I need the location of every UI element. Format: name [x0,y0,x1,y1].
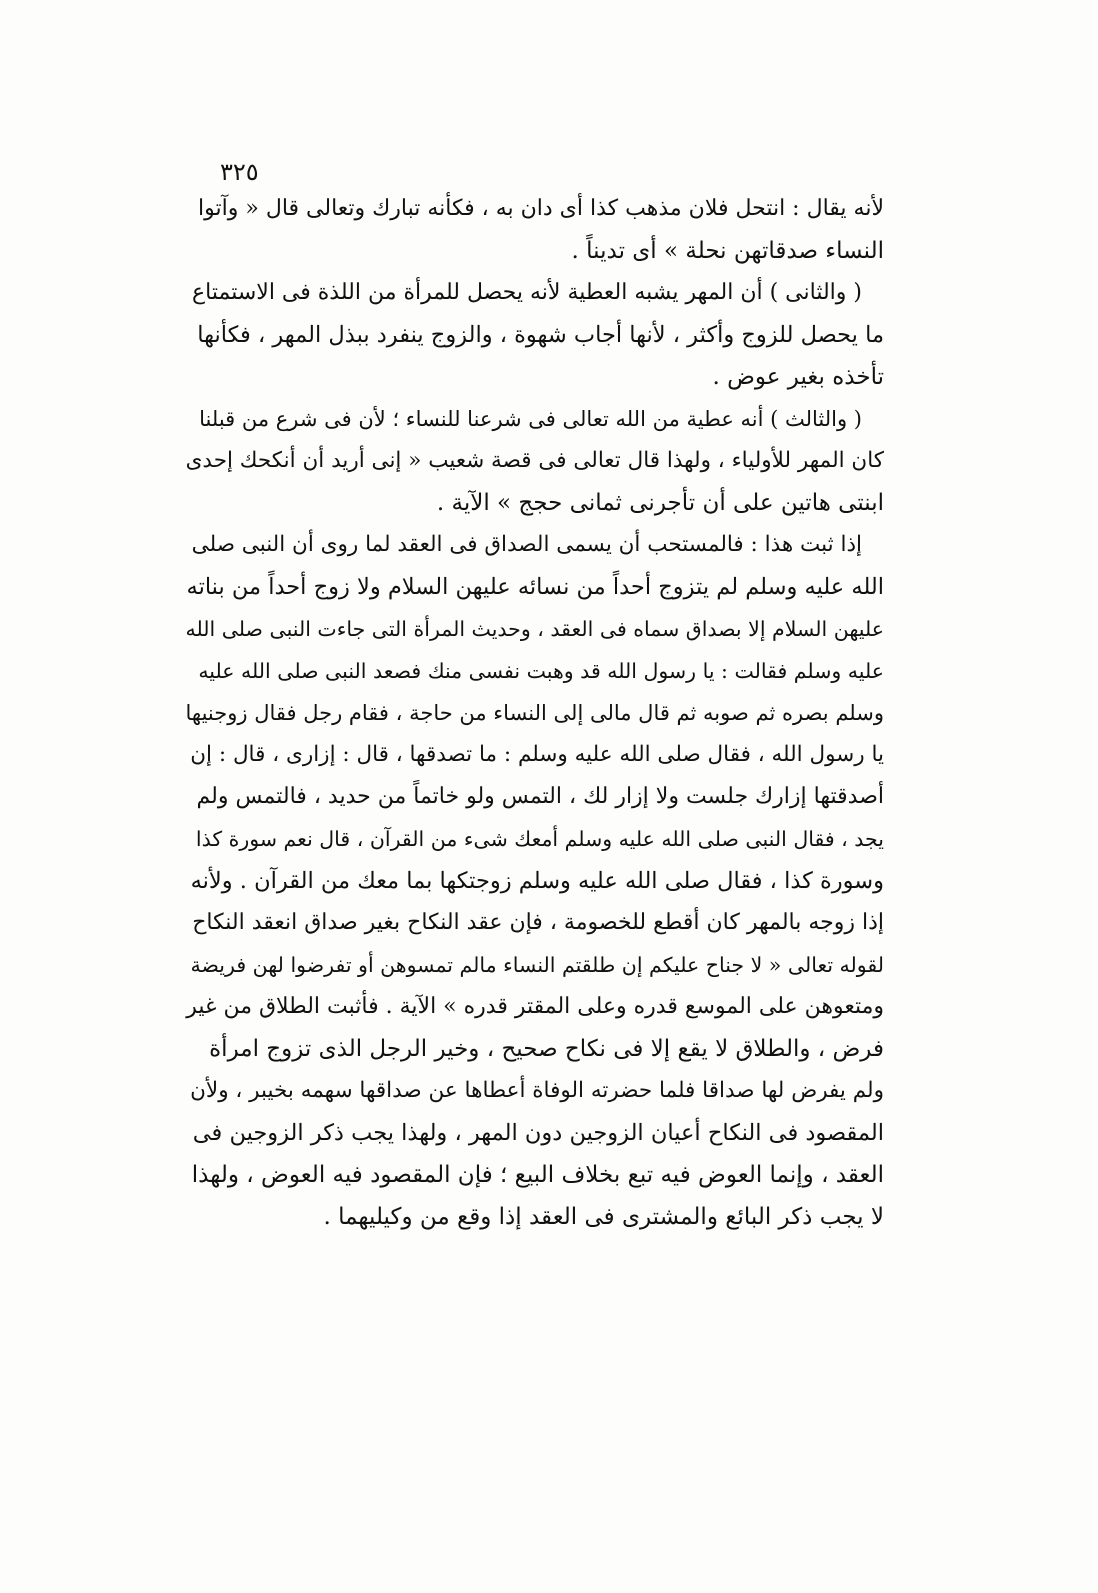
text-line: ومتعوهن على الموسع قدره وعلى المقتر قدره » الآية . فأثبت الطلاق من غير [186,994,884,1019]
text-line: المقصود فى النكاح أعيان الزوجين دون المهر ، ولهذا يجب ذكر الزوجين فى [192,1120,884,1146]
text-line: يجد ، فقال النبى صلى الله عليه وسلم أمعك شىء من القرآن ، قال نعم سورة كذا [195,827,884,851]
text-line: ( والثالث ) أنه عطية من الله تعالى فى شرعنا للنساء ؛ لأن فى شرع من قبلنا [199,407,862,431]
text-line: ابنتى هاتين على أن تأجرنى ثمانى حجج » الآية . [436,490,884,516]
text-line: النساء صدقاتهن نحلة » أى تديناً . [571,238,884,264]
text-line: لقوله تعالى « لا جناح عليكم إن طلقتم النساء مالم تمسوهن أو تفرضوا لهن فريضة [190,953,884,977]
text-line: عليه وسلم فقالت : يا رسول الله قد وهبت نفسى منك فصعد النبى صلى الله عليه [198,659,884,683]
text-line: العقد ، وإنما العوض فيه تبع بخلاف البيع ؛ فإن المقصود فيه العوض ، ولهذا [191,1162,884,1188]
text-line: ( والثانى ) أن المهر يشبه العطية لأنه يحصل للمرأة من اللذة فى الاستمتاع [192,280,862,305]
body-text [184,188,884,1238]
text-line: فرض ، والطلاق لا يقع إلا فى نكاح صحيح ، وخير الرجل الذى تزوج امرأة [209,1036,884,1062]
text-line: إذا زوجه بالمهر كان أقطع للخصومة ، فإن عقد النكاح بغير صداق انعقد النكاح [192,910,884,935]
text-line: وسلم بصره ثم صوبه ثم قال مالى إلى النساء من حاجة ، فقام رجل فقال زوجنيها [185,701,884,725]
text-line: لأنه يقال : انتحل فلان مذهب كذا أى دان به ، فكأنه تبارك وتعالى قال « وآتوا [198,196,884,221]
page-number: ٣٢٥ [220,158,259,186]
text-line: لا يجب ذكر البائع والمشترى فى العقد إذا وقع من وكيليهما . [323,1204,884,1230]
text-line: تأخذه بغير عوض . [712,364,884,390]
text-line: ما يحصل للزوج وأكثر ، لأنها أجاب شهوة ، والزوج ينفرد ببذل المهر ، فكأنها [197,322,884,348]
text-line: وسورة كذا ، فقال صلى الله عليه وسلم زوجتكها بما معك من القرآن . ولأنه [190,868,884,894]
text-line: كان المهر للأولياء ، ولهذا قال تعالى فى قصة شعيب « إنى أريد أن أنكحك إحدى [185,448,884,473]
text-line: الله عليه وسلم لم يتزوج أحداً من نسائه عليهن السلام ولا زوج أحداً من بناته [186,574,884,600]
text-line: إذا ثبت هذا : فالمستحب أن يسمى الصداق فى العقد لما روى أن النبى صلى [191,532,862,557]
text-line: ولم يفرض لها صداقا فلما حضرته الوفاة أعطاها عن صداقها سهمه بخيبر ، ولأن [190,1078,884,1103]
text-line: يا رسول الله ، فقال صلى الله عليه وسلم : ما تصدقها ، قال : إزارى ، قال : إن [190,742,884,767]
text-line: عليهن السلام إلا بصداق سماه فى العقد ، وحديث المرأة التى جاءت النبى صلى الله [185,617,884,641]
text-line: أصدقتها إزارك جلست ولا إزار لك ، التمس ولو خاتماً من حديد ، فالتمس ولم [196,784,884,809]
